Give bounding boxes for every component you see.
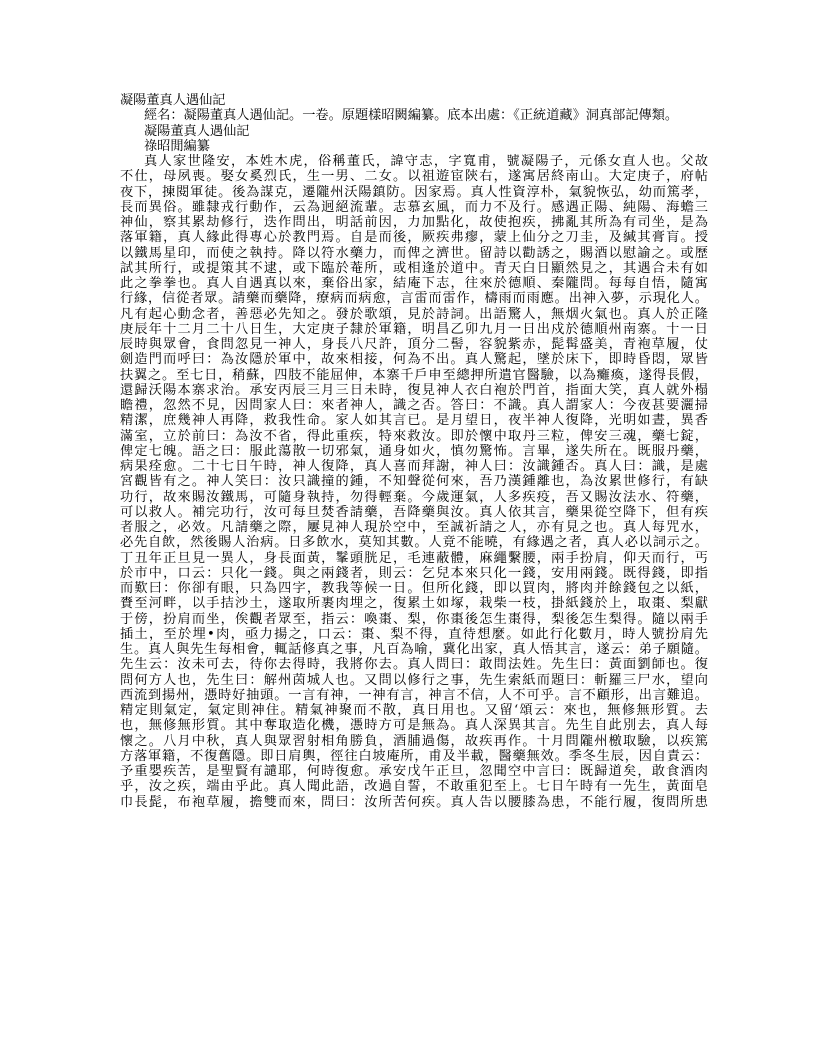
body-line: 於市中，口云：只化一錢。與之兩錢者，則云：乞兒本來只化一錢，安用兩錢。既得錢，即指 [120,565,708,581]
body-line: 神仙，察其累劫修行，迭作問出，明話前因，力加點化，故使抱疾，拂亂其所為有司坐，是為 [120,215,708,230]
body-line: 試其所行，或提策其不逮，或下臨於菴所，或相逢於道中。青天白日顯然見之，其遇合未有如 [120,260,708,276]
document-page [120,93,708,810]
body-line: 而歎曰：你卻有眼，只為四字，教我等候一日。但所化錢，即以買肉，將肉并餘錢包之以紙， [120,581,708,596]
body-line: 于傍，扮肩而坐，俟觀者眾至，指云：喚棗、梨，你棗後怎生棗得，梨後怎生梨得。隨以兩手 [120,611,708,627]
body-line: 劍造門而呼曰：為汝隱於軍中，故來相接，何為不出。真人驚起，墜於床下，即時昏悶，眾皆 [120,352,708,368]
body-line: 行緣，信從者眾。請藥而藥降，療病而病愈，言雷而雷作，檮雨而雨應。出神入夢，示現化人。 [120,291,708,307]
body-line: 也，無修無形質。其中奪取造化機，慿時方可是無為。真人深異其言。先生自此別去，真人每 [120,718,708,734]
body-line: 落軍籍，真人緣此得專心於教門焉。自是而後，厥疾弗瘳，蒙上仙分之刀圭，及緘其膏肓。授 [120,230,708,246]
body-line: 扶翼之。至七日，稍蘇，四肢不能屈伸，本寨千戶申至總押所遣官醫驗，以為癱瘓，遂得長假， [120,367,708,383]
body-line: 先生云：汝未可去，待你去得時，我將你去。真人問曰：敢問法姓。先生曰：黃面劉師也。復 [120,657,708,673]
body-line: 宮觀皆有之。神人笑曰：汝只識撞的鍾，不知聲從何來，吾乃漢鍾離也，為汝累世修行，有缺 [120,474,708,490]
body-text [120,154,708,810]
body-line: 精定則氣定，氣定則神住。精氣神聚而不散，真日用也。又留‘頌云：來也，無修無形質。去 [120,703,708,718]
body-line: 還歸沃陽本寨求治。承安丙辰三月三日未時，復見神人衣白袍於門首，指面大笑，真人就外榻 [120,382,708,398]
body-line: 長而異俗。雖隸戎行動作，云為迥絕流輩。志慕玄風，而力不及行。感遇正陽、純陽、海蟾三 [120,199,708,215]
body-line: 生。真人與先生每相會，輒話修真之事，凡百為喻，冀化出家，真人悟其言，遂云：弟子願隨。 [120,642,708,657]
body-line: 巾長髭，布袍草履，擔雙而來，問曰：汝所苦何疾。真人告以腰膝為患，不能行履，復問所患 [120,794,708,810]
body-line: 西流到揚州，慿時好抽頭。一言有神，一神有言，神言不信，人不可乎。言不顧形，出言難追。 [120,687,708,703]
body-line: 方落軍籍，不復舊隱。即日肩輿，徑往白坡庵所，甫及半載，醫藥無效。季冬生辰，因自責云： [120,748,708,764]
body-line: 懷之。八月中秋，真人與眾習射相角勝負，酒脯過傷，故疾再作。十月問隴州檄取驗，以疾篤 [120,733,708,749]
body-line: 可以救人。補完功行，汝可每旦焚香請藥，吾降藥與汝。真人依其言，藥果從空降下，但有疾 [120,504,708,520]
meta-line: 經名：凝陽董真人遇仙記。一卷。原題樣昭闕編纂。底本出處：《正統道藏》洞真部記傳類。 [144,108,679,124]
body-line: 不仕，母夙喪。娶女奚烈氏，生一男、二女。以祖遊宦陝右，遂寓居終南山。大定庚子，府帖 [120,169,708,185]
body-line: 夜下，揀閱軍徒。後為謀克，遷隴州沃陽鎮防。因家焉。真人性資淳朴，氣貌恢弘，幼而篤孝， [120,184,708,200]
body-line: 凡有起心動念者，善惡必先知之。發於歌頌，見於詩詞。出語驚人，無烟火氣也。真人於正隆 [120,306,708,322]
author-line: 祿昭閒編纂 [144,138,210,154]
body-line: 辰時與眾會，食問忽見一神人，身長八尺許，頂分二髻，容貌紫赤，髭髯盛美，青袍草履，仗 [120,337,708,352]
body-line: 插土，至於埋•肉，亟力揚之，口云：棗、梨不得，直待想麼。如此行化數月，時人號扮肩先 [120,626,708,642]
body-line: 精潔，庶幾神人再降，救我性命。家人如其言已。是月望日，夜半神人復降，光明如晝，異香 [120,413,708,429]
body-line: 乎，汝之疾，端由乎此。真人聞此語，改過自誓，不敢重犯至上。七日午時有一先生，黃面皂 [120,779,708,795]
body-line: 此之拳拳也。真人自遇真以來，棄俗出家，結庵下志，往來於德順、秦隴問。每每自悟，隨寓 [120,276,708,291]
document-subtitle: 凝陽董真人遇仙記 [144,123,250,139]
body-line: 以鐵馬星印，而使之執持。降以符水藥力，而俾之濟世。留詩以勸誘之，賜酒以慰諭之。或歷 [120,245,708,261]
body-line: 丁丑年正旦見一異人，身長面黃，髼頭胱足，毛連蔽體，麻繩繫腰，兩手扮肩，仰天而行，丐 [120,550,708,566]
body-line: 俾定七魄。語之曰：服此蕩散一切邪氣，通身如火，慎勿驚怖。言畢，遂失所在。既服丹藥， [120,443,708,459]
body-line: 功行，故來賜汝鐵馬，可隨身執持，勿得輕棄。今歲運氣，人多疾疫，吾又賜汝法水、符藥， [120,489,708,505]
body-line: 病果痊愈。二十七日午時，神人復降，真人喜而拜謝，神人曰：汝識鍾否。真人曰：識，是處 [120,459,708,474]
body-line: 者服之，必效。凡請藥之際，屢見神人現於空中，至誠祈請之人，亦有見之也。真人每咒水， [120,520,708,535]
body-line: 必先自飲，然後賜人治病。日多飲水，莫知其數。人竟不能曉，有緣遇之者，真人必以詞示之。 [120,535,708,551]
body-line: 賚至河畔，以手拮沙土，遂取所裹肉埋之，復累土如塚，栽柴一枝，掛紙錢於上，取棗、梨獻 [120,596,708,612]
body-line: 庚辰年十二月二十八日生，大定庚子隸於軍籍，明昌乙卯九月一日出戍於德順州南寨。十一日 [120,321,708,337]
body-line: 瞻禮，忽然不見，因問家人曰：來者神人，識之否。答曰：不識。真人謂家人：今夜甚要灑掃 [120,398,708,413]
document-title: 凝陽董真人遇仙記 [120,93,226,108]
body-line: 予重嬰疾苦，是聖賢有譴耶，何時復愈。承安戊午正旦，忽聞空中言曰：既歸道矣，敢食酒肉 [120,764,708,779]
body-line: 問何方人也，先生曰：解州茵城人也。又問以修行之事，先生索紙而題曰：斬羅三尸水，望向 [120,672,708,688]
body-line: 真人家世隆安，本姓木虎，俗稱董氏，諱守志，字寬甫，號凝陽子，元係女直人也。父故 [144,154,708,169]
body-line: 滿室，立於前曰：為汝不省，得此重疾，特來救汝。即於懷中取丹三粒，俾安三魂，藥七錠， [120,428,708,444]
